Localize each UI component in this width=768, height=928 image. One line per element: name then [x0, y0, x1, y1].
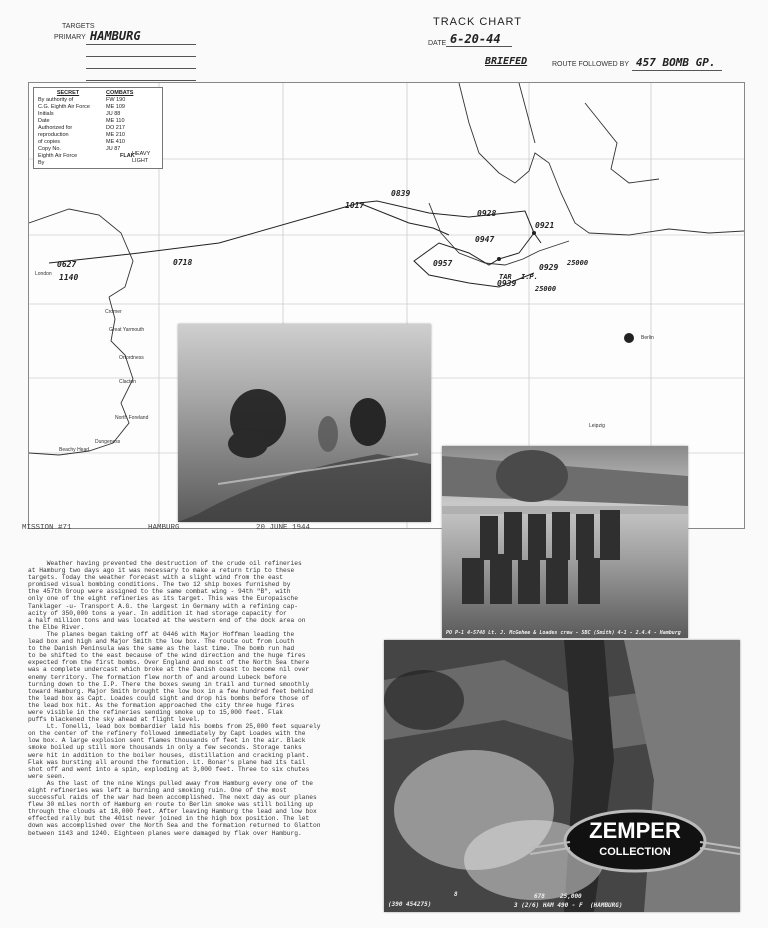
primary-value: HAMBURG	[90, 29, 141, 43]
narrative-line: eight refineries was left a burning and smoking ruin. One of the most	[28, 787, 287, 794]
narrative-line: on the center of the refinery followed immediately by Capt Loades with the	[28, 730, 306, 738]
target-line-1	[86, 44, 196, 45]
combat-item: FW 190	[106, 97, 126, 103]
secret-line: Authorized for	[38, 125, 73, 131]
flak-title: FLAK	[120, 153, 135, 159]
time-0928: 0928	[477, 209, 497, 218]
combat-item: JU 88	[106, 111, 121, 117]
target-line-4	[86, 80, 196, 81]
narrative-line: the 457th Group were assigned to the same combat wing - 94th "B", with	[28, 588, 291, 596]
narrative-line: the lead box as Capt. Loades could sight and drop his bombs before those of	[28, 694, 310, 702]
place-dungeness: Dungeness	[95, 439, 121, 445]
time-0929: 0929	[539, 263, 559, 272]
place-great-yarmouth: Great Yarmouth	[109, 327, 145, 333]
date-value: 6-20-44	[450, 32, 501, 46]
time-0627: 0627	[57, 260, 77, 269]
narrative-line: lead box and high and Major Smith the low box. The route out from Louth	[28, 638, 295, 646]
narrative-line: shot off and went into a spin, exploding at 3,000 feet. Three to six chutes	[28, 765, 310, 773]
narrative-line: to the Danish Peninsula was the same as the last time. The bomb run had	[28, 645, 295, 653]
crew-photo-art	[442, 446, 688, 638]
narrative-line: a half million tons and was located at the western end of the dock area on	[28, 616, 306, 624]
narrative-line: were visible in the refineries sending smoke up to 15,000 feet. Flak	[28, 708, 284, 716]
place-cromer: Cromer	[105, 309, 122, 315]
combats-title: COMBATS	[106, 90, 134, 96]
crew-caption: PO P-1 4-5748 Lt. J. McGehee & Loades crew - 5BC (Smith) 4-1 - 2.4.4 - Hamburg	[446, 630, 681, 636]
narrative-line: targets. Today the weather forecast with a slight wind from the east	[28, 574, 284, 582]
mission-narrative	[28, 560, 383, 837]
combat-item: ME 110	[106, 118, 125, 124]
secret-line: By	[38, 160, 45, 166]
time-0957: 0957	[433, 259, 453, 268]
route-line	[632, 70, 722, 71]
flak-light: LIGHT	[132, 158, 149, 164]
time-0718: 0718	[173, 258, 193, 267]
narrative-line: were seen.	[28, 772, 66, 780]
narrative-line: turning down to the I.P. There the boxes swung in trail and turned smoothly	[28, 680, 310, 688]
logo-art	[530, 808, 740, 874]
targets-label: TARGETS	[62, 23, 95, 30]
narrative-line: toward Hamburg. Major Smith brought the low box in a few hundred feet behind	[28, 687, 314, 695]
narrative-line: As the last of the nine Wings pulled away from Hamburg every one of the	[28, 779, 314, 787]
place-north-foreland: North Foreland	[115, 415, 149, 421]
narrative-line: to be shifted to the east because of the wind direction and the huge fires	[28, 652, 306, 660]
narrative-line: Lt. Tonelli, lead box bombardier laid his bombs from 25,000 feet squarely	[28, 723, 321, 731]
narrative-line: down was accomplished over the North Sea and the formation returned to Glatton	[28, 822, 321, 830]
secret-line: reproduction	[38, 132, 69, 138]
logo-line-2: COLLECTION	[599, 846, 671, 858]
narrative-line: through the clouds at 18,000 feet. After leaving Hamburg the lead and low box	[28, 808, 317, 816]
narrative-line: the Elbe River.	[28, 623, 85, 631]
tar-label: TAR	[499, 273, 512, 281]
legend-box	[33, 87, 163, 169]
narrative-line: Flak was bursting all around the formation. Lt. Bonar's plane had its tail	[28, 758, 306, 766]
narrative-line: expected from the first bombs. Over England and most of the North Sea there	[28, 659, 310, 667]
secret-line: Eighth Air Force	[38, 153, 78, 159]
narrative-line: between 1143 and 1240. Eighteen planes were damaged by flak over Hamburg.	[28, 829, 302, 837]
time-0939: 0939	[497, 279, 517, 288]
ip-label: I.P.	[521, 273, 538, 281]
recon-caption-5: (HAMBURG)	[590, 902, 623, 909]
target-line-2	[86, 56, 196, 57]
combat-item: ME 109	[106, 104, 125, 110]
narrative-line: puffs blackened the sky ahead at flight level.	[28, 716, 201, 724]
narrative-line: smoke boiled up still more thousands in only a few seconds. Storage tanks	[28, 744, 302, 752]
narrative-line: at Hamburg two days ago it was necessary to make a return trip to these	[28, 567, 295, 575]
target-line-3	[86, 68, 196, 69]
primary-label: PRIMARY	[54, 34, 86, 41]
briefed-label: BRIEFED	[485, 56, 528, 67]
place-leipzig: Leipzig	[589, 423, 605, 429]
smoke-photo-art	[178, 324, 431, 522]
recon-caption-4: 3 (2/6) HAM 490 - F	[514, 902, 583, 909]
recon-caption-1: 8	[454, 891, 458, 898]
recon-caption-0: (390 454275)	[388, 901, 432, 908]
narrative-line: The planes began taking off at 0446 with Major Hoffman leading the	[28, 630, 295, 638]
combat-item: JU 87	[106, 146, 121, 152]
smoke-photo	[178, 324, 431, 522]
narrative-line: effected rally but the 401st never joined in the high box position. The let	[28, 815, 310, 823]
secret-line: C.G. Eighth Air Force	[38, 104, 90, 110]
mission-target: HAMBURG	[148, 524, 180, 532]
combat-item: ME 210	[106, 132, 125, 138]
time-0839: 0839	[391, 189, 411, 198]
flak-heavy: HEAVY	[132, 151, 151, 157]
narrative-line: Tanklager -u- Transport A.G. the largest in Germany with a refining cap-	[28, 602, 299, 610]
zemper-collection-logo	[530, 808, 740, 874]
narrative-line: enemy territory. The formation flew north of and around Lubeck before	[28, 673, 287, 681]
mission-date: 20 JUNE 1944	[256, 524, 311, 532]
date-line	[446, 46, 512, 47]
time-0947: 0947	[475, 235, 495, 244]
combat-item: DO 217	[106, 125, 125, 131]
combat-item: ME 410	[106, 139, 125, 145]
narrative-line: was a complete undercast which broke at the Danish coast to become nil over	[28, 666, 310, 674]
recon-caption-3: 25,000	[560, 893, 582, 900]
logo-line-1: ZEMPER	[589, 818, 681, 843]
secret-line: of copies	[38, 139, 61, 145]
alt-25000-b: 25000	[535, 285, 557, 293]
place-beachy-head: Beachy Head	[59, 447, 90, 453]
secret-line: Copy No.	[38, 146, 61, 152]
alt-25000-a: 25000	[567, 259, 589, 267]
route-label: ROUTE FOLLOWED BY	[552, 61, 630, 68]
narrative-line: were hit in addition to the boiler houses, distillation and cracking plant.	[28, 751, 310, 759]
time-1017: 1017	[345, 201, 365, 210]
place-orfordness: Orfordness	[119, 355, 144, 361]
crew-photo	[442, 446, 688, 638]
place-clacton: Clacton	[119, 379, 136, 385]
narrative-line: low box. A large explosion sent flames thousands of feet in the air. Black	[28, 737, 306, 745]
secret-line: Initials	[38, 111, 54, 117]
mission-number: MISSION #71	[22, 524, 72, 532]
place-london: London	[35, 271, 52, 277]
narrative-line: promised visual bombing conditions. The two 12 ship boxes furnished by	[28, 581, 291, 589]
route-value: 457 BOMB GP.	[636, 56, 716, 69]
chart-title: TRACK CHART	[433, 16, 523, 28]
time-1140: 1140	[59, 273, 79, 282]
date-label: DATE	[428, 40, 447, 47]
narrative-line: the lead box hit. As the formation approached the city three huge fires	[28, 701, 295, 709]
secret-line: Date	[38, 118, 50, 124]
recon-caption-2: 678	[534, 893, 545, 900]
narrative-line: Weather having prevented the destruction of the crude oil refineries	[28, 560, 302, 567]
narrative-line: only one of the eight refineries as its target. This was the Europaische	[28, 595, 299, 603]
secret-title: SECRET	[56, 90, 80, 96]
place-berlin: Berlin	[641, 335, 654, 341]
narrative-line: acity of 350,000 tons a year. In addition it had storage capacity for	[28, 609, 287, 617]
time-0921: 0921	[535, 221, 555, 230]
narrative-line: successful raids of the war had been accomplished. The next day as our planes	[28, 794, 317, 802]
secret-line: By authority of	[38, 97, 74, 103]
narrative-line: flew 30 miles north of Hamburg en route to Berlin smoke was still boiling up	[28, 801, 314, 809]
